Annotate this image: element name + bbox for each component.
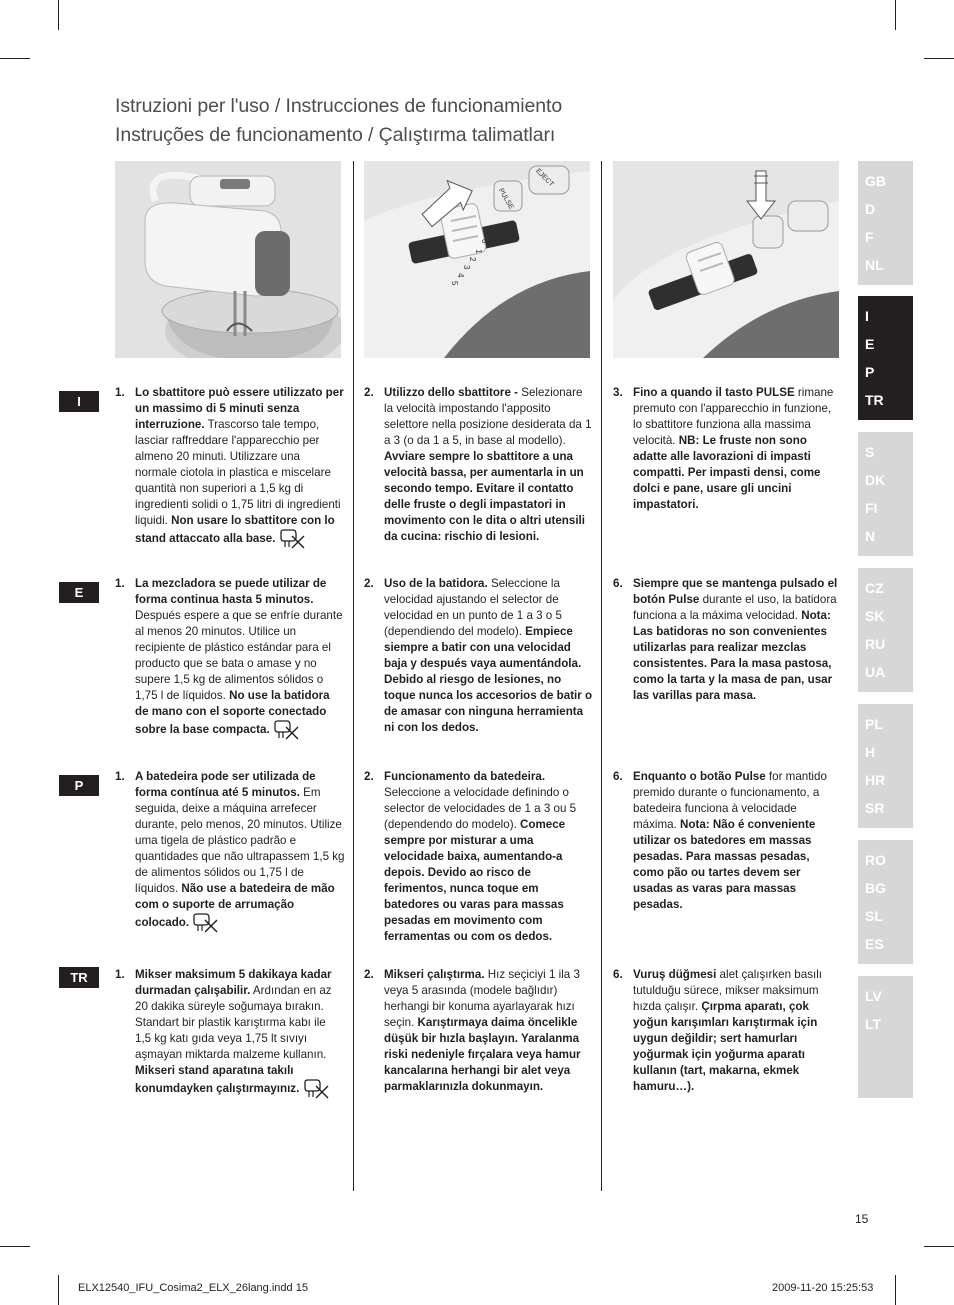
step-text-bold: La mezcladora se puede utilizar de forma continua hasta 5 minutos. [135,577,327,606]
crop-mark [895,1275,896,1305]
step-number: 2. [364,770,374,783]
language-code: SK [865,608,885,624]
step-text-bold: NB: Le fruste non sono adatte alle lavorazioni di impasti compatti. Per impasti densi, come dolci e pane, usare gli uncini impastatori. [633,434,821,511]
step-text-bold: Uso de la batidora. [384,577,488,590]
step-number: 6. [613,577,623,590]
language-code: HR [865,772,886,788]
language-code: PL [865,716,883,732]
step-text [135,769,345,933]
step-text-bold: Vuruş düğmesi [633,968,717,981]
language-code: E [865,336,875,352]
step-text-bold: Avviare sempre lo sbattitore a una velocità bassa, per aumentarla in un secondo tempo. Evitare il contatto delle fruste o degli impastatori in movimento con le dita o altri utensili da cucina: rischio di lesioni. [384,450,585,543]
footer-timestamp: 2009-11-20 15:25:53 [772,1282,874,1294]
language-code: SR [865,800,885,816]
step-number: 1. [115,386,125,399]
language-tab-group [858,432,913,556]
language-code: I [865,308,869,324]
language-code: RU [865,636,886,652]
step-text-regular: Trascorso tale tempo, lasciar raffreddare l'apparecchio per almeno 20 minuti. Utilizzare una normale ciotola in plastica e miscelare quantità non superiori a 1,5 kg di ingredienti solidi o 1,75 litri di ingredienti liquidi. [135,418,341,527]
step-text-bold: Non usare lo sbattitore con lo stand attaccato alla base. [135,514,335,546]
step-text [384,385,594,545]
column-divider [601,161,602,1191]
language-tab-group [858,976,913,1098]
speed-number: 2 [468,257,477,262]
step-text-regular: Selezionare la velocità impostando l'apposito selettore nella posizione desiderata da 1 a 3 (o da 1 a 5, in base al modello). [384,386,592,447]
mixer-stand-photo [115,161,341,358]
page-number: 15 [855,1212,869,1226]
step-number: 6. [613,968,623,981]
pulse-button-photo [613,161,839,358]
step-number: 1. [115,968,125,981]
step-text-bold: Mikseri stand aparatına takılı konumdayken çalıştırmayınız. [135,1064,300,1096]
step-text [384,576,594,736]
crop-mark [58,0,59,30]
step-text-bold: Siempre que se mantenga pulsado el botón Pulse [633,577,838,606]
language-code: FI [865,500,878,516]
language-tab-group [858,568,913,692]
section-badge-p: P [59,775,99,796]
step-text-bold: Empiece siempre a batir con una velocidad baja y después vaya aumentándola. Debido al riesgo de lesiones, no toque nunca los accesorios de batir o de amasar con ninguna herramienta ni con los dedos. [384,625,593,734]
crop-mark [0,1246,30,1247]
language-code: LV [865,988,882,1004]
step-number: 1. [115,770,125,783]
language-code: H [865,744,876,760]
crop-mark [0,58,30,59]
language-code: DK [865,472,886,488]
speed-number: 4 [456,273,465,278]
section-badge-i: I [59,391,99,412]
speed-number: 5 [450,281,459,286]
step-text-regular: for mantido premido durante o funcionamento, a batedeira funciona à velocidade máxima. [633,770,827,831]
step-text-regular: rimane premuto con l'apparecchio in funzione, lo sbattitore funziona alla massima velocità. [633,386,834,447]
no-stand-warning-icon [270,723,299,736]
step-text-regular: Hız seçiciyi 1 ila 3 veya 5 arasında (modele bağlıdır) herhangi bir konuma ayarlayarak hızı seçin. [384,968,580,1029]
language-code: UA [865,664,886,680]
step-text-bold: Não use a batedeira de mão com o suporte de arrumação colocado. [135,882,335,930]
language-code: BG [865,880,886,896]
step-text-regular: Después espere a que se enfríe durante al menos 20 minutos. Utilice un recipiente de plástico estándar para el producto que se bata o amase y no supere 1,5 kg de alimentos sólidos o 1,75 l de líquidos. [135,609,343,702]
no-stand-warning-icon [299,1082,328,1095]
speed-number: 0 [480,239,489,244]
step-text-bold: Nota: Não é conveniente utilizar os batedores em massas pesadas. Para massas pesadas, como pão ou tartes devem ser usadas as varas para massas pesadas. [633,818,816,911]
step-text-bold: Nota: Las batidoras no son convenientes utilizarlas para realizar mezclas consistentes. Para la masa pastosa, como la tarta y la masa de pan, usar las varillas para masa. [633,609,833,702]
language-tab-group [858,161,913,285]
step-text-bold: Çırpma aparatı, çok yoğun karışımları karıştırmak için uygun değildir; sert hamurları yoğurmak için yoğurma aparatı kullanın (tart, makarna, ekmek hamuru…). [633,1000,818,1093]
step-text-regular: Em seguida, deixe a máquina arrefecer durante, pelo menos, 20 minutos. Utilize uma tigela de plástico padrão e quantidades que não ultrapassem 1,5 kg de alimentos sólidos ou 1,75 l de líquidos. [135,786,345,895]
speed-number: 1 [474,249,483,254]
section-badge-e: E [59,582,99,603]
language-code: NL [865,257,884,273]
step-text-regular: Ardından en az 20 dakika süreyle soğumaya bırakın. Standart bir plastik karıştırma kabı ile 1,5 kg katı gıda veya 1,75 lt sıvıyı aşmayan miktarda malzeme kullanın. [135,984,332,1061]
crop-mark [895,0,896,30]
language-code: P [865,364,875,380]
pulse-label: PULSE [496,187,515,211]
step-text-bold: A batedeira pode ser utilizada de forma contínua até 5 minutos. [135,770,316,799]
step-text-bold: Enquanto o botão Pulse [633,770,766,783]
footer-filename: ELX12540_IFU_Cosima2_ELX_26lang.indd 15 [78,1282,308,1294]
step-number: 2. [364,577,374,590]
crop-mark [924,58,954,59]
step-text-regular: Seleccione a velocidade definindo o selector de velocidades de 1 a 3 ou 5 (dependendo do modelo). [384,786,577,831]
language-code: GB [865,173,886,189]
language-code: SL [865,908,883,924]
language-code: RO [865,852,886,868]
step-text [633,385,843,513]
step-text-bold: Lo sbattitore può essere utilizzato per un massimo di 5 minuti senza interruzione. [135,386,344,431]
step-number: 3. [613,386,623,399]
step-text-bold: Mikseri çalıştırma. [384,968,485,981]
step-text [384,967,594,1095]
step-text [633,576,843,704]
step-text [135,576,345,740]
step-text-bold: Karıştırmaya daima öncelikle düşük bir hızla başlayın. Yaralanma riski nedeniyle fırçalara veya hamur kancalarına herhangi bir alet veya parmaklarınızla dokunmayın. [384,1016,581,1093]
language-code: S [865,444,875,460]
step-text [633,769,843,913]
step-text-bold: Funcionamento da batedeira. [384,770,546,783]
step-text-bold: Mikser maksimum 5 dakikaya kadar durmadan çalışabilir. [135,968,332,997]
no-stand-warning-icon [275,532,304,545]
step-text-bold: Comece sempre por misturar a uma velocidade baixa, aumentando-a depois. Devido ao risco de ferimentos, nunca toque em batedores ou varas para massas pesadas em movimento com ferramentas ou com os dedos. [384,818,566,943]
step-number: 2. [364,968,374,981]
step-text-regular: alet çalışırken basılı tutulduğu sürece, mikser maksimum hızda çalışır. [633,968,823,1013]
language-code: LT [865,1016,882,1032]
step-number: 1. [115,577,125,590]
step-text [633,967,843,1095]
speed-selector-photo [364,161,590,358]
language-code: ES [865,936,884,952]
page-title-line-1: Istruzioni per l'uso / Instrucciones de funcionamiento [115,95,563,117]
column-divider [353,161,354,1191]
speed-number: 3 [462,265,471,270]
language-code: D [865,201,876,217]
step-text [384,769,594,945]
step-text-regular: durante el uso, la batidora funciona a la máxima velocidad. [633,593,837,622]
eject-label: EJECT [534,167,555,189]
step-text [135,967,345,1099]
language-code: F [865,229,874,245]
step-text-bold: Utilizzo dello sbattitore - [384,386,518,399]
page-title-line-2: Instruções de funcionamento / Çalıştırma talimatları [115,124,556,146]
step-number: 6. [613,770,623,783]
section-badge-tr: TR [59,967,99,988]
language-tab-group [858,704,913,828]
step-number: 2. [364,386,374,399]
language-tab-group [858,840,913,964]
step-text [135,385,345,549]
step-text-bold: No use la batidora de mano con el soporte conectado sobre la base compacta. [135,689,330,737]
no-stand-warning-icon [189,916,218,929]
step-text-regular: Seleccione la velocidad ajustando el selector de velocidad en un punto de 1 a 3 o 5 (dependiendo del modelo). [384,577,562,638]
crop-mark [924,1246,954,1247]
step-text-bold: Fino a quando il tasto PULSE [633,386,795,399]
crop-mark [58,1275,59,1305]
language-tab-group [858,296,913,420]
language-code: N [865,528,876,544]
language-code: CZ [865,580,884,596]
language-code: TR [865,392,884,408]
